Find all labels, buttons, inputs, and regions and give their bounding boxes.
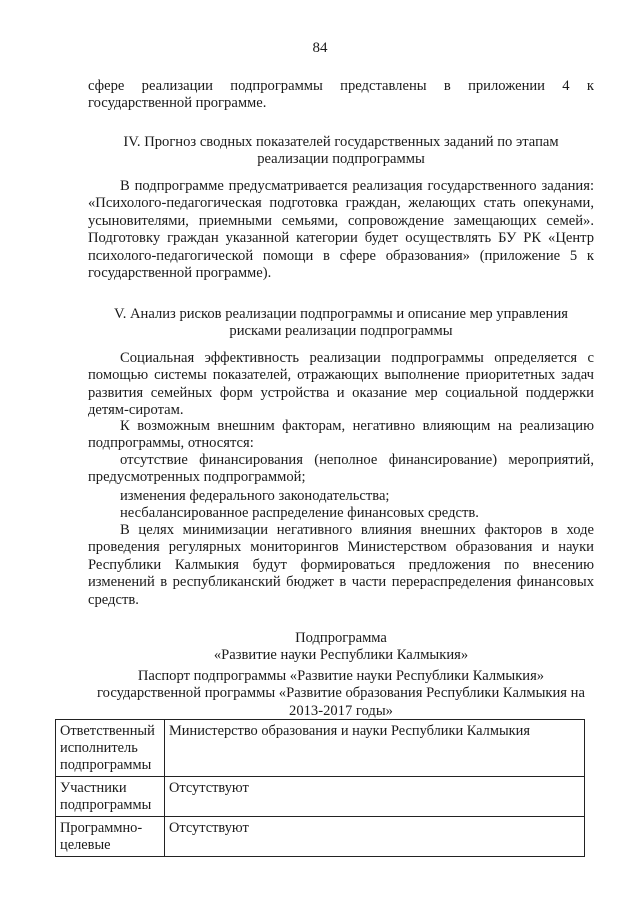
table-cell-label: Программно-целевые: [56, 817, 165, 857]
table-row: [56, 777, 585, 817]
section-5-paragraph-2: К возможным внешним факторам, негативно влияющим на реализацию подпрограммы, относятся:: [88, 418, 594, 452]
table-cell-label: Ответственный исполнитель подпрограммы: [56, 720, 165, 777]
subprogram-name: «Развитие науки Республики Калмыкия»: [213, 647, 469, 664]
table-cell-value: Министерство образования и науки Республики Калмыкия: [165, 720, 585, 777]
intro-paragraph: сфере реализации подпрограммы представлены в приложении 4 к государственной программе.: [88, 78, 594, 112]
subprogram-title-block: [88, 630, 594, 665]
section-4-heading: [88, 134, 594, 169]
section-4-heading-line1: IV. Прогноз сводных показателей государственных заданий по этапам: [123, 134, 559, 150]
section-5-paragraph-5: несбалансированное распределение финансовых средств.: [120, 505, 479, 521]
table-cell-label: Участники подпрограммы: [56, 777, 165, 817]
table-row: [56, 720, 585, 777]
section-4-paragraph: В подпрограмме предусматривается реализация государственного задания: «Психолого-педагогическая подготовка граждан, желающих стать опекунами, усыновителями, приемными семьями, сопровождение замещающих семей». Подготовку граждан указанной категории будет осуществлять БУ РК «Центр психолого-педагогической помощи в сфере образования» (приложение 5 к государственной программе).: [88, 178, 594, 282]
section-5-heading-line2: рисками реализации подпрограммы: [229, 323, 453, 340]
passport-title-block: [88, 668, 594, 720]
section-5-paragraph-1: Социальная эффективность реализации подпрограммы определяется с помощью системы показателей, отражающих выполнение приоритетных задач развития семейных форм устройства и оказание мер социальной поддержки детям-сиротам.: [88, 350, 594, 419]
passport-title-line1: Паспорт подпрограммы «Развитие науки Республики Калмыкия»: [137, 668, 545, 684]
section-4-heading-line2: реализации подпрограммы: [257, 151, 425, 168]
section-5-heading: [88, 306, 594, 341]
passport-table: [55, 719, 585, 857]
table-cell-value: Отсутствуют: [165, 777, 585, 817]
passport-title-line3: 2013-2017 годы»: [289, 702, 393, 719]
section-5-heading-line1: V. Анализ рисков реализации подпрограммы и описание мер управления: [114, 306, 568, 322]
page-number: 84: [312, 40, 328, 56]
section-5-paragraph-3: отсутствие финансирования (неполное финансирование) мероприятий, предусмотренных подпрограммой;: [88, 452, 594, 486]
passport-title-line2: государственной программы «Развитие образования Республики Калмыкия на: [97, 685, 585, 702]
subprogram-title: Подпрограмма: [295, 630, 387, 646]
table-cell-value: Отсутствуют: [165, 817, 585, 857]
section-5-paragraph-6: В целях минимизации негативного влияния внешних факторов в ходе проведения регулярных мониторингов Министерством образования и науки Республики Калмыкия будут формироваться предложения по внесению изменений в республиканский бюджет в части перераспределения финансовых средств.: [88, 522, 594, 608]
section-5-paragraph-4: изменения федерального законодательства;: [120, 488, 390, 504]
table-row: [56, 817, 585, 857]
